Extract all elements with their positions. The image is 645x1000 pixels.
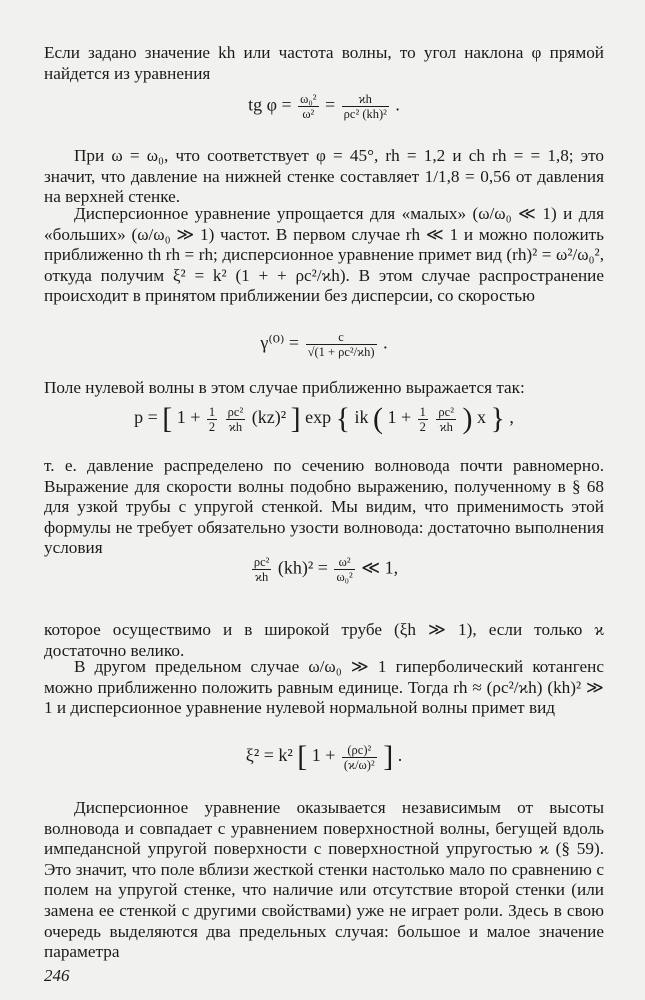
paragraph-3: Дисперсионное уравнение упрощается для «малых» (ω/ω₀ ≪ 1) и для «больших» (ω/ω₀ ≫ 1) частот. В первом случае rh ≪ 1 и можно положить приближенно th rh = rh; дисперсионное уравнение примет вид (rh)² = ω²/ω₀², откуда получим ξ² = k² (1 + + ρc²/ϰh). В этом случае распространение происходит в принятом приближении без дисперсии, со скоростью — [44, 204, 604, 306]
eq4-end: ≪ 1, — [361, 557, 399, 578]
paragraph-8: Дисперсионное уравнение оказывается независимым от высоты волновода и совпадает с уравнением поверхностной волны, бегущей вдоль импедансной упругой поверхности с поверхностной упругостью ϰ (§ 59). Это значит, что поле вблизи жесткой стенки настолько мало по сравнению с полем на упругой стенке, что наличие или отсутствие второй стенки (или замена ее стенкой с другими свойствами) уже не играет роли. Здесь в свою очередь выделяются два предельных случая: большое и малое значение параметра — [44, 798, 604, 962]
eq3-half: $\frac{1}{2}$ — [208, 404, 216, 434]
eq3-lhs: p = — [134, 407, 158, 428]
eq3-one-2: 1 + — [387, 407, 412, 428]
paragraph-2: При ω = ω₀, что соответствует φ = 45°, rh = 1,2 и ch rh = = 1,8; это значит, что давление на нижней стенке составляет 1/1,8 = 0,56 от давления на верхней стенке. — [44, 146, 604, 207]
equation-field — [44, 404, 604, 434]
eq3-left-brace: { — [335, 402, 350, 435]
eq5-right-bracket: ] — [383, 740, 394, 773]
equation-velocity — [44, 330, 604, 359]
eq1-fraction-2: $\frac{ϰh}{\text{ρc² (kh)²}}$ — [343, 92, 387, 121]
eq3-right-bracket: ] — [290, 402, 301, 435]
paragraph-4: Поле нулевой волны в этом случае приближенно выражается так: — [44, 378, 525, 397]
eq4-fraction-1: $\frac{\text{ρc²}}{ϰh}$ — [253, 555, 270, 584]
eq3-left-paren: ( — [373, 402, 384, 435]
page-number: 246 — [44, 966, 70, 985]
eq2-fraction: $\frac{c}{\text{√(1 + ρc²/ϰh)}}$ — [307, 330, 375, 359]
paragraph-6: которое осуществимо и в широкой трубе (ξh ≫ 1), если только ϰ достаточно велико. — [44, 620, 604, 660]
paragraph-7: В другом предельном случае ω/ω₀ ≫ 1 гиперболический котангенс можно приближенно положить равным единице. Тогда rh ≈ (ρc²/ϰh) (kh)² ≫ 1 и дисперсионное уравнение нулевой нормальной волны примет вид — [44, 657, 604, 718]
eq3-one: 1 + — [176, 407, 201, 428]
eq3-right-brace: } — [490, 402, 505, 435]
eq3-ratio-2: $\frac{\text{ρc²}}{ϰh}$ — [438, 404, 454, 434]
eq1-end: . — [395, 94, 400, 115]
eq4-fraction-2: $\frac{\text{ω²}}{\text{ω₀²}}$ — [336, 555, 353, 584]
eq3-right-paren: ) — [462, 402, 473, 435]
equation-dispersion — [44, 742, 604, 772]
eq3-exp: exp — [305, 407, 332, 428]
eq5-end: . — [397, 745, 403, 766]
paragraph-5: т. е. давление распределено по сечению волновода почти равномерно. Выражение для скорости волны подобно выражению, полученному в § 68 для узкой трубы с упругой стенкой. Мы видим, что применимость этой формулы не требует обязательно узости волновода: достаточно выполнения условия — [44, 456, 604, 558]
eq1-lhs: tg φ = — [248, 94, 292, 115]
eq3-end: , — [509, 407, 514, 428]
eq5-left-bracket: [ — [297, 740, 308, 773]
eq3-left-bracket: [ — [162, 402, 173, 435]
eq3-kz: (kz)² — [251, 407, 287, 428]
paragraph-1: Если задано значение kh или частота волны, то угол наклона φ прямой найдется из уравнения — [44, 43, 604, 83]
equation-tg-phi — [44, 92, 604, 121]
eq2-end: . — [383, 332, 388, 353]
eq2-lhs: γ⁽⁰⁾ = — [260, 332, 300, 353]
eq4-middle: (kh)² = — [277, 557, 328, 578]
equation-condition — [44, 555, 604, 584]
eq5-lhs: ξ² = k² — [245, 745, 293, 766]
eq3-ratio: $\frac{\text{ρc²}}{ϰh}$ — [227, 404, 244, 434]
eq3-x: x — [476, 407, 486, 428]
eq3-ik: ik — [354, 407, 369, 428]
eq5-one: 1 + — [311, 745, 336, 766]
eq1-equals: = — [325, 94, 336, 115]
eq3-half-2: $\frac{1}{2}$ — [419, 404, 426, 434]
eq1-fraction-1: $\frac{\text{ω₀²}}{\text{ω²}}$ — [300, 92, 317, 121]
eq5-fraction: $\frac{\text{(ρc)²}}{\text{(ϰ/ω)²}}$ — [343, 742, 375, 772]
